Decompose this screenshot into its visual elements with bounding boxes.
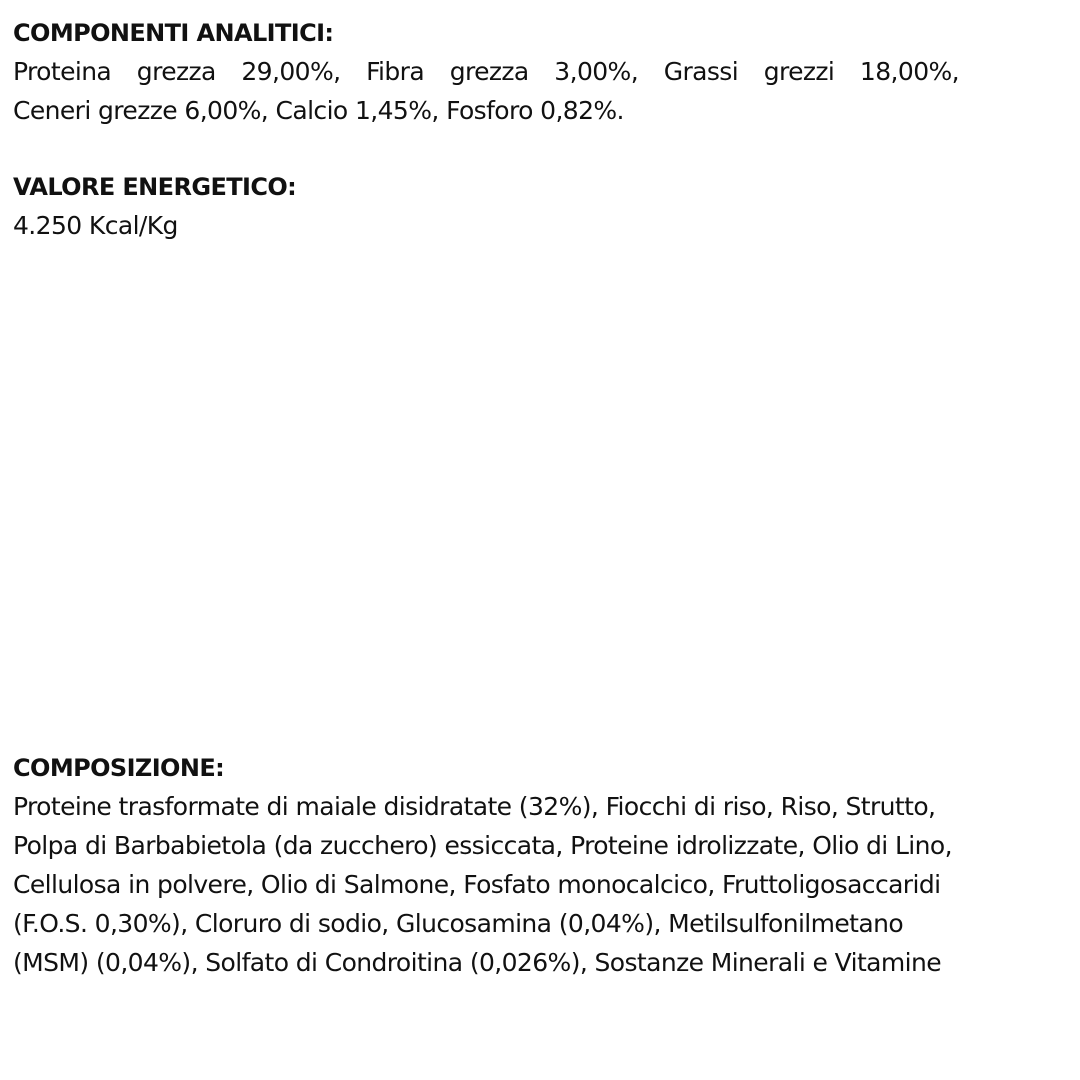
composition-line: Polpa di Barbabietola (da zucchero) essiccata, Proteine idrolizzate, Olio di Lino,	[13, 831, 952, 860]
energy-value-amount: 4.250 Kcal/Kg	[13, 211, 178, 240]
composition-line: Proteine trasformate di maiale disidratate (32%), Fiocchi di riso, Riso, Strutto,	[13, 792, 936, 821]
analytic-components-heading: COMPONENTI ANALITICI:	[13, 19, 334, 47]
composition-section	[13, 749, 1075, 982]
energy-value-heading: VALORE ENERGETICO:	[13, 173, 297, 201]
analytic-components-line: Proteina grezza 29,00%, Fibra grezza 3,00%, Grassi grezzi 18,00%,	[13, 57, 959, 86]
composition-line: Cellulosa in polvere, Olio di Salmone, Fosfato monocalcico, Fruttoligosaccaridi	[13, 870, 941, 899]
energy-value-text	[13, 206, 1075, 245]
analytic-components-section	[13, 14, 1075, 130]
composition-line: (MSM) (0,04%), Solfato di Condroitina (0,026%), Sostanze Minerali e Vitamine	[13, 948, 941, 977]
composition-heading: COMPOSIZIONE:	[13, 754, 225, 782]
analytic-components-text	[13, 52, 1075, 130]
composition-line: (F.O.S. 0,30%), Cloruro di sodio, Glucosamina (0,04%), Metilsulfonilmetano	[13, 909, 904, 938]
analytic-components-line: Ceneri grezze 6,00%, Calcio 1,45%, Fosforo 0,82%.	[13, 96, 624, 125]
energy-value-section	[13, 168, 1075, 245]
composition-text	[13, 787, 1075, 982]
